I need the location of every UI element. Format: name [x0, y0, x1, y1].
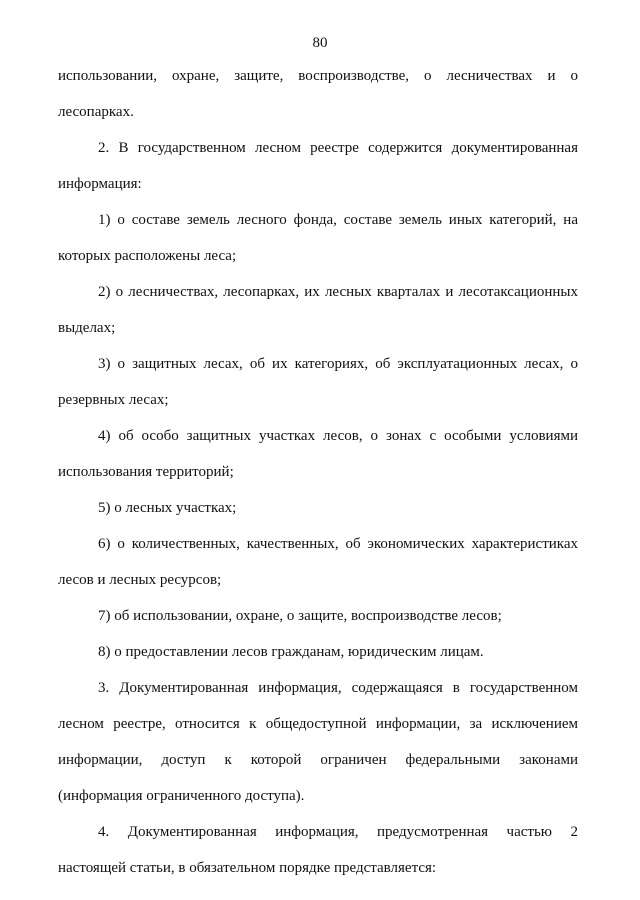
text-line: 1) о составе земель лесного фонда, составе земель иных категорий, на	[98, 212, 578, 228]
text-line: 2. В государственном лесном реестре содержится документированная	[98, 140, 578, 156]
text-line: информация:	[58, 176, 142, 192]
text-line: лесопарках.	[58, 104, 134, 120]
text-line: настоящей статьи, в обязательном порядке представляется:	[58, 860, 437, 876]
text-line: использовании, охране, защите, воспроизводстве, о лесничествах и о	[58, 68, 578, 84]
text-line: 3) о защитных лесах, об их категориях, об эксплуатационных лесах, о	[98, 356, 578, 372]
text-line: использования территорий;	[58, 464, 234, 480]
text-line: 8) о предоставлении лесов гражданам, юридическим лицам.	[98, 644, 484, 660]
text-line: 2) о лесничествах, лесопарках, их лесных кварталах и лесотаксационных	[98, 284, 578, 300]
page-body-text	[58, 58, 578, 886]
page-number: 80	[312, 35, 328, 51]
text-line: которых расположены леса;	[58, 248, 237, 264]
text-line: лесном реестре, относится к общедоступной информации, за исключением	[58, 716, 578, 732]
text-line: 5) о лесных участках;	[98, 500, 237, 516]
text-line: выделах;	[58, 320, 116, 336]
text-line: 6) о количественных, качественных, об экономических характеристиках	[98, 536, 578, 552]
text-line: информации, доступ к которой ограничен федеральными законами	[58, 752, 578, 768]
text-line: 4) об особо защитных участках лесов, о зонах с особыми условиями	[98, 428, 578, 444]
text-line: 3. Документированная информация, содержащаяся в государственном	[98, 680, 578, 696]
text-line: 7) об использовании, охране, о защите, воспроизводстве лесов;	[98, 608, 502, 624]
text-line: (информация ограниченного доступа).	[58, 788, 305, 804]
text-line: 4. Документированная информация, предусмотренная частью 2	[98, 824, 578, 840]
text-line: резервных лесах;	[58, 392, 169, 408]
text-line: лесов и лесных ресурсов;	[58, 572, 222, 588]
